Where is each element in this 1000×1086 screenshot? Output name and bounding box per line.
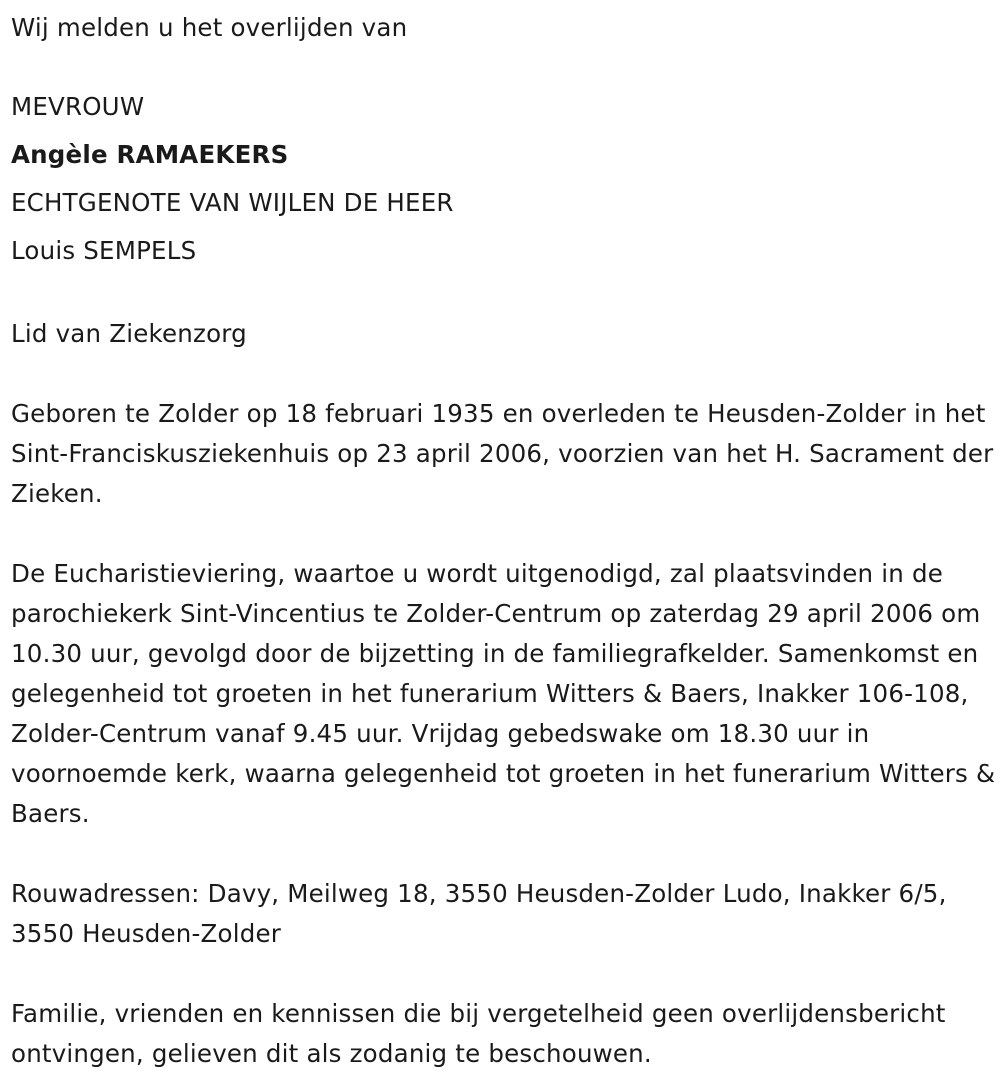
addresses-paragraph: Rouwadressen: Davy, Meilweg 18, 3550 Heusden-Zolder Ludo, Inakker 6/5, 3550 Heusden-Zolder — [11, 879, 947, 948]
deceased-name: Angèle RAMAEKERS — [11, 140, 289, 169]
death-notice — [11, 8, 996, 1074]
relation-line: ECHTGENOTE VAN WIJLEN DE HEER — [11, 188, 454, 217]
intro-line: Wij melden u het overlijden van — [11, 13, 408, 42]
membership-paragraph: Lid van Ziekenzorg — [11, 319, 247, 348]
birth-death-paragraph: Geboren te Zolder op 18 februari 1935 en overleden te Heusden-Zolder in het Sint-Franciskusziekenhuis op 23 april 2006, voorzien van het H. Sacrament der Zieken. — [11, 399, 994, 508]
closing-paragraph: Familie, vrienden en kennissen die bij vergetelheid geen overlijdensbericht ontvingen, gelieven dit als zodanig te beschouwen. — [11, 999, 946, 1068]
ceremony-paragraph: De Eucharistieviering, waartoe u wordt uitgenodigd, zal plaatsvinden in de parochiekerk Sint-Vincentius te Zolder-Centrum op zaterdag 29 april 2006 om 10.30 uur, gevolgd door de bijzetting in de familiegrafkelder. Samenkomst en gelegenheid tot groeten in het funerarium Witters & Baers, Inakker 106-108, Zolder-Centrum vanaf 9.45 uur. Vrijdag gebedswake om 18.30 uur in voornoemde kerk, waarna gelegenheid tot groeten in het funerarium Witters & Baers. — [11, 559, 996, 828]
title-line: MEVROUW — [11, 92, 145, 121]
spouse-name: Louis SEMPELS — [11, 236, 197, 265]
name-block — [11, 83, 996, 275]
